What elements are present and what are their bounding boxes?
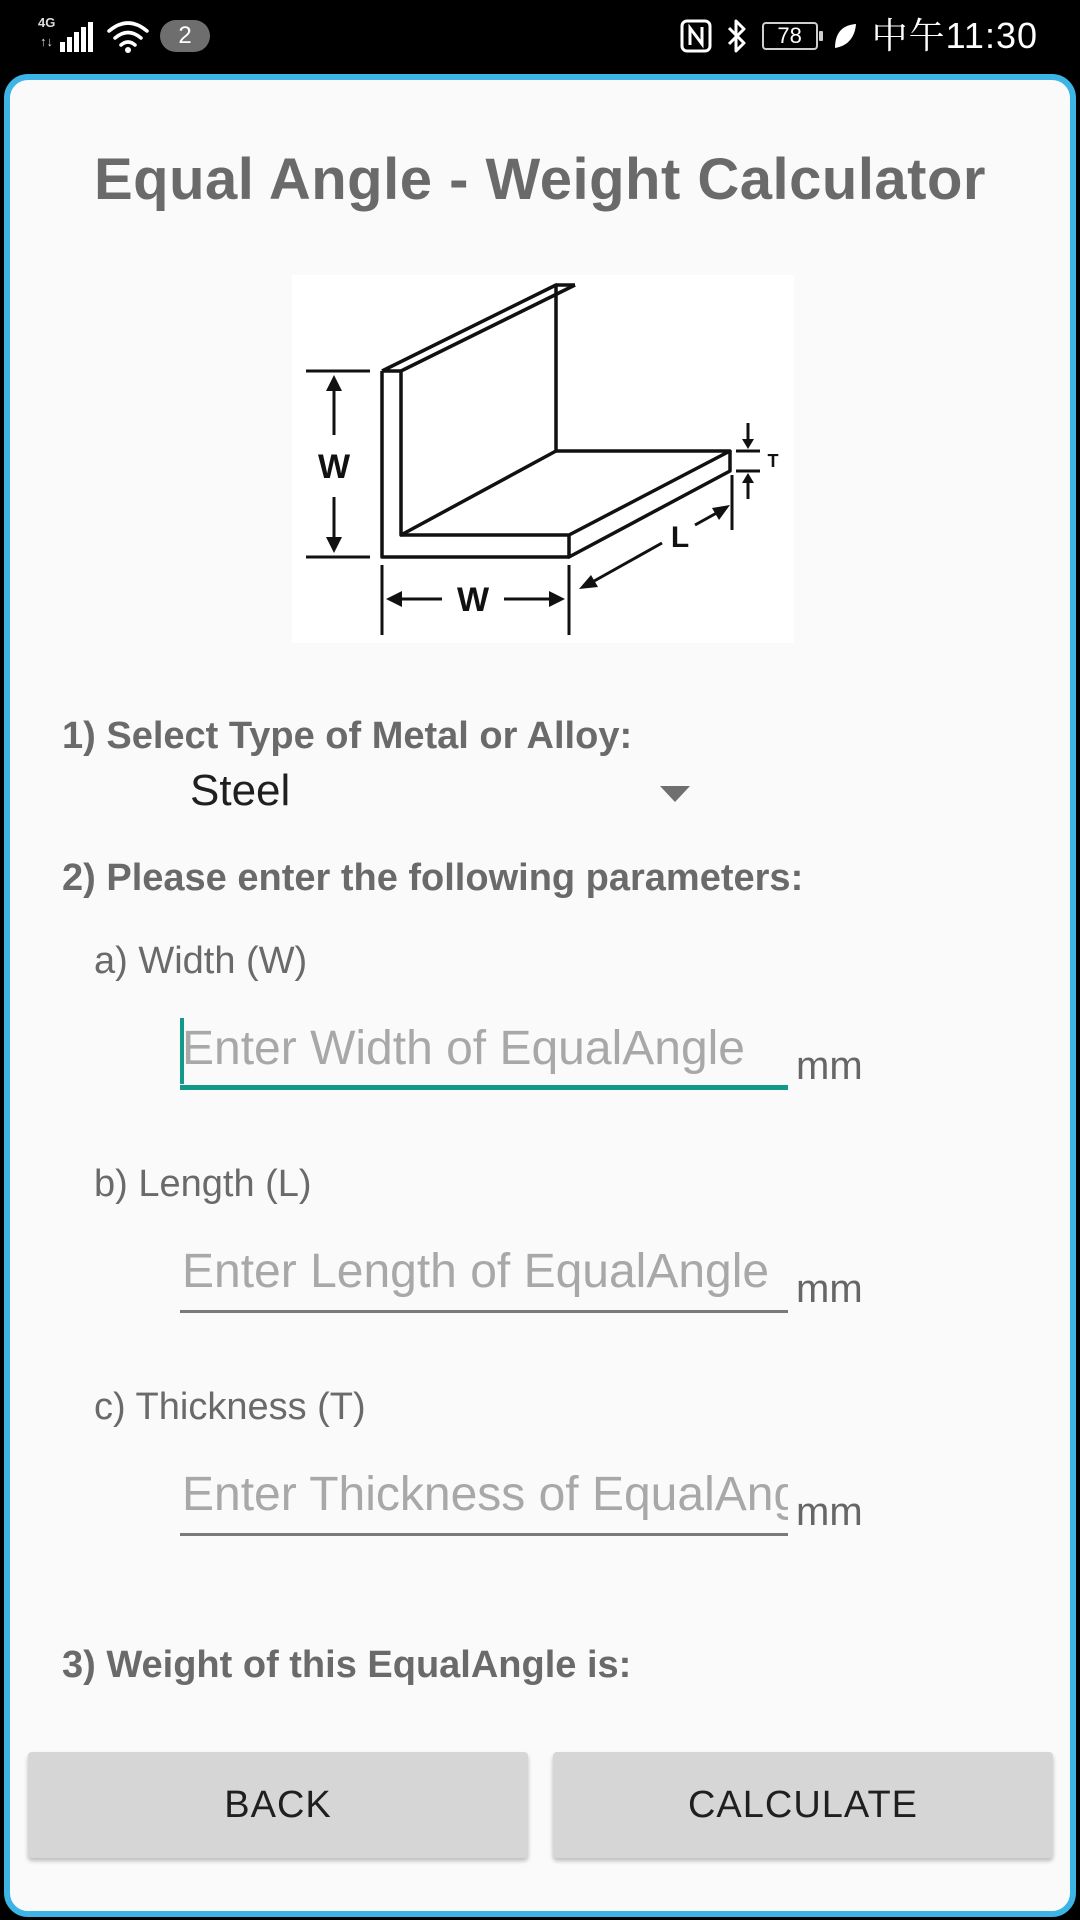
thickness-field[interactable] xyxy=(180,1458,788,1536)
notification-count-badge: 2 xyxy=(160,20,210,52)
back-button[interactable]: BACK xyxy=(28,1752,528,1858)
width-label: a) Width (W) xyxy=(94,940,308,982)
length-input[interactable] xyxy=(180,1235,788,1307)
step3-label: 3) Weight of this EqualAngle is: xyxy=(62,1644,632,1686)
status-bar-left xyxy=(38,14,210,58)
leaf-icon xyxy=(832,21,858,51)
network-type-label: 4G xyxy=(38,15,56,30)
step2-label: 2) Please enter the following parameters: xyxy=(62,857,804,899)
diagram-label-w-horizontal: W xyxy=(456,581,490,619)
metal-type-selected-value: Steel xyxy=(190,766,291,815)
step1-label: 1) Select Type of Metal or Alloy: xyxy=(62,715,633,757)
length-label: b) Length (L) xyxy=(94,1163,312,1205)
wifi-icon xyxy=(106,19,150,53)
text-cursor xyxy=(180,1018,184,1084)
thickness-label: c) Thickness (T) xyxy=(94,1386,366,1428)
signal-strength-icon xyxy=(60,22,94,52)
dropdown-arrow-icon xyxy=(660,786,690,802)
nfc-icon xyxy=(680,19,712,53)
thickness-input[interactable] xyxy=(180,1458,788,1530)
width-field[interactable] xyxy=(180,1012,788,1090)
diagram-label-w-vertical: W xyxy=(317,448,351,486)
diagram-label-t: T xyxy=(767,451,779,471)
status-bar xyxy=(0,0,1080,72)
equal-angle-drawing xyxy=(292,275,794,643)
length-unit: mm xyxy=(796,1267,863,1311)
width-unit: mm xyxy=(796,1044,863,1088)
equal-angle-diagram xyxy=(292,275,794,643)
thickness-unit: mm xyxy=(796,1490,863,1534)
metal-type-dropdown[interactable] xyxy=(190,760,690,824)
data-activity-icon: ↑↓ xyxy=(40,34,53,49)
length-field[interactable] xyxy=(180,1235,788,1313)
calculate-button[interactable]: CALCULATE xyxy=(553,1752,1053,1858)
battery-icon: 78 xyxy=(762,22,818,50)
clock: 中午11:30 xyxy=(871,15,1038,56)
width-input[interactable] xyxy=(180,1012,788,1084)
app-content xyxy=(4,74,1076,1917)
bluetooth-icon xyxy=(726,18,748,54)
page-title: Equal Angle - Weight Calculator xyxy=(93,147,986,212)
network-indicator xyxy=(38,16,96,56)
diagram-label-l: L xyxy=(670,521,690,554)
status-bar-right xyxy=(680,14,1038,58)
